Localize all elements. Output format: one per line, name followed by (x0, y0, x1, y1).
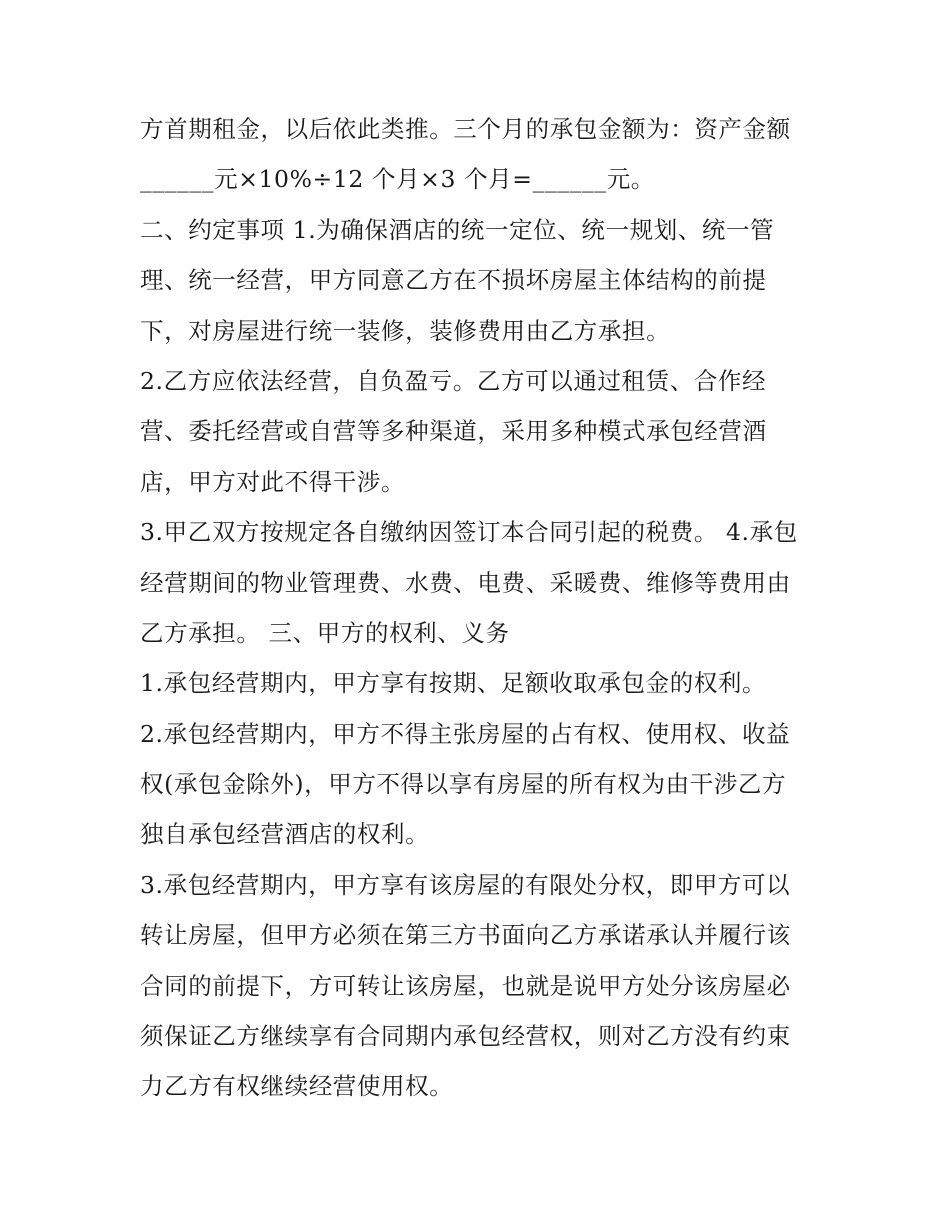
document-body (140, 104, 820, 1112)
text-line: 1.承包经营期内，甲方享有按期、足额收取承包金的权利。 (140, 669, 767, 698)
text-line: 方首期租金，以后依此类推。三个月的承包金额为：资产金额 (140, 115, 791, 143)
text-line: 3.承包经营期内，甲方享有该房屋的有限处分权，即甲方可以 (140, 870, 791, 899)
text-line: 乙方承担。 三、甲方的权利、义务 (140, 618, 510, 647)
text-line: ______元×10%÷12 个月×3 个月=______元。 (140, 165, 655, 194)
text-line: 二、约定事项 1.为确保酒店的统一定位、统一规划、统一管 (140, 215, 775, 244)
text-line: 权(承包金除外)，甲方不得以享有房屋的所有权为由干涉乙方 (140, 770, 787, 799)
text-line: 2.乙方应依法经营，自负盈亏。乙方可以通过租赁、合作经 (140, 366, 767, 395)
text-line: 合同的前提下，方可转让该房屋，也就是说甲方处分该房屋必 (140, 971, 791, 1000)
text-line: 2.承包经营期内，甲方不得主张房屋的占有权、使用权、收益 (140, 719, 791, 748)
text-line: 独自承包经营酒店的权利。 (140, 820, 430, 849)
text-line: 3.甲乙双方按规定各自缴纳因签订本合同引起的税费。 4.承包 (140, 518, 798, 547)
text-line: 理、统一经营，甲方同意乙方在不损坏房屋主体结构的前提 (140, 266, 767, 295)
text-line: 须保证乙方继续享有合同期内承包经营权，则对乙方没有约束 (140, 1022, 791, 1051)
text-line: 经营期间的物业管理费、水费、电费、采暖费、维修等费用由 (140, 568, 791, 597)
text-line: 转让房屋，但甲方必须在第三方书面向乙方承诺承认并履行该 (140, 921, 791, 950)
text-line: 力乙方有权继续经营使用权。 (140, 1072, 454, 1101)
text-line: 营、委托经营或自营等多种渠道，采用多种模式承包经营酒 (140, 417, 767, 446)
text-line: 店，甲方对此不得干涉。 (140, 467, 406, 496)
text-line: 下，对房屋进行统一装修，装修费用由乙方承担。 (140, 316, 671, 345)
